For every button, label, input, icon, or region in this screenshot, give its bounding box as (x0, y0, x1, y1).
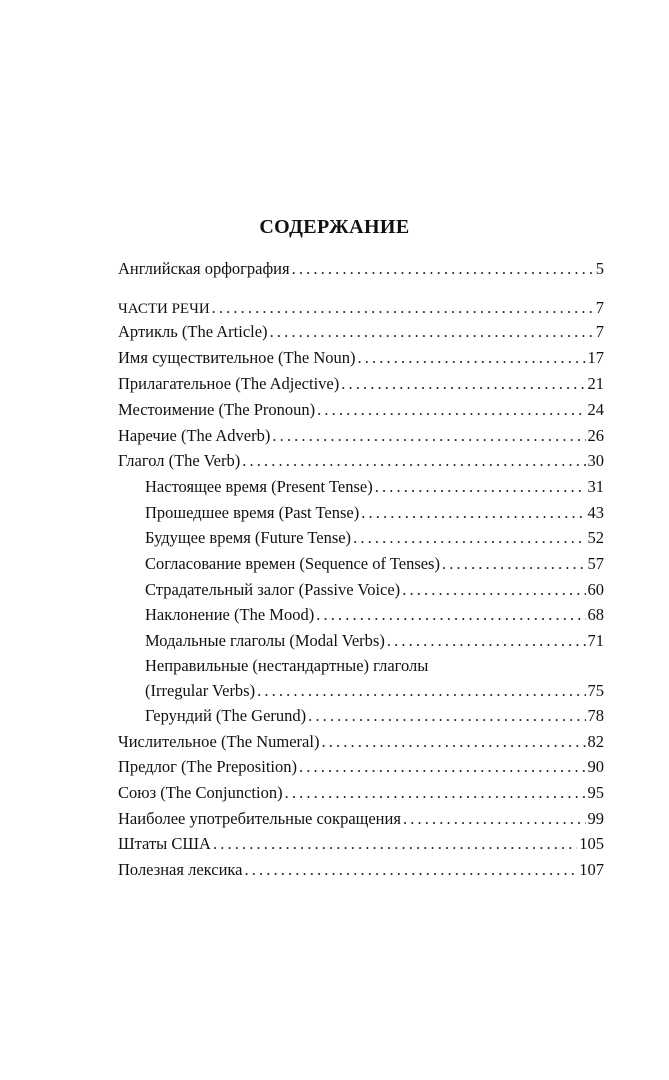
dot-leader (308, 704, 585, 728)
dot-leader (317, 398, 585, 422)
toc-entry-label: Прилагательное (The Adjective) (118, 374, 340, 393)
dot-leader (341, 372, 585, 396)
toc-entry-label: Числительное (The Numeral) (118, 732, 320, 751)
toc-entry-page: 60 (587, 580, 604, 599)
dot-leader (387, 629, 586, 653)
toc-section-heading (118, 296, 604, 320)
toc-entry-label: Местоимение (The Pronoun) (118, 400, 316, 419)
dot-leader (285, 781, 586, 805)
toc-title: СОДЕРЖАНИЕ (259, 216, 410, 238)
toc-entry-page: 107 (579, 860, 604, 879)
toc-entry (118, 398, 604, 422)
toc-entry (118, 730, 604, 754)
toc-entry-page: 26 (587, 426, 604, 445)
toc-entry-label: ЧАСТИ РЕЧИ (118, 301, 210, 317)
dot-leader (272, 424, 585, 448)
toc-entry-label: Английская орфография (118, 259, 290, 278)
toc-entry (118, 257, 604, 281)
toc-entry-page: 17 (587, 348, 604, 367)
toc-subentry (145, 704, 604, 728)
toc-entry-page: 57 (587, 554, 604, 573)
toc-entry-page: 30 (587, 451, 604, 470)
toc-entry-label: Герундий (The Gerund) (145, 706, 307, 725)
toc-entry (118, 346, 604, 370)
dot-leader (402, 578, 585, 602)
toc-entry-label: Полезная лексика (118, 860, 243, 879)
dot-leader (257, 679, 585, 703)
toc-entry-page: 75 (587, 681, 604, 700)
toc-entry-label: Глагол (The Verb) (118, 451, 241, 470)
toc-entry-label: Союз (The Conjunction) (118, 783, 283, 802)
toc-entry-page: 21 (587, 374, 604, 393)
dot-leader (316, 603, 585, 627)
toc-entry-label: Модальные глаголы (Modal Verbs) (145, 631, 385, 650)
toc-entry-label: Наречие (The Adverb) (118, 426, 271, 445)
toc-entry-page: 82 (587, 732, 604, 751)
toc-entry-label: Артикль (The Article) (118, 322, 268, 341)
toc-entry-label: Настоящее время (Present Tense) (145, 477, 373, 496)
toc-entry-page: 78 (587, 706, 604, 725)
toc-subentry (145, 629, 604, 653)
toc-subentry (145, 501, 604, 525)
dot-leader (353, 526, 585, 550)
toc-entry-label: Прошедшее время (Past Tense) (145, 503, 360, 522)
toc-entry-label: Согласование времен (Sequence of Tenses) (145, 554, 440, 573)
toc-entry-page: 90 (587, 757, 604, 776)
dot-leader (212, 296, 594, 320)
toc-entry-label: Наиболее употребительные сокращения (118, 809, 401, 828)
toc-entry-page: 99 (587, 809, 604, 828)
dot-leader (242, 449, 585, 473)
toc-entry-label: Страдательный залог (Passive Voice) (145, 580, 401, 599)
toc-entry (118, 781, 604, 805)
dot-leader (321, 730, 585, 754)
toc-entry (118, 807, 604, 831)
dot-leader (375, 475, 586, 499)
toc-entry-label: Штаты США (118, 834, 211, 853)
toc-entry-page: 5 (595, 259, 604, 278)
toc-entry-page: 7 (595, 298, 604, 317)
toc-subentry-first-line: Неправильные (нестандартные) глаголы (145, 656, 429, 675)
dot-leader (357, 346, 585, 370)
toc-entry (118, 832, 604, 856)
toc-entry-page: 31 (587, 477, 604, 496)
dot-leader (292, 257, 594, 281)
toc-entry-label: Предлог (The Preposition) (118, 757, 297, 776)
toc-entry-page: 105 (579, 834, 604, 853)
toc-subentry (145, 526, 604, 550)
toc-entry-label: Будущее время (Future Tense) (145, 528, 352, 547)
dot-leader (403, 807, 586, 831)
toc-entry (118, 320, 604, 344)
toc-entry-page: 24 (587, 400, 604, 419)
toc-entry (118, 449, 604, 473)
toc-entry-page: 71 (587, 631, 604, 650)
dot-leader (213, 832, 577, 856)
toc-entry-page: 7 (595, 322, 604, 341)
toc-entry-page: 95 (587, 783, 604, 802)
toc-entry-page: 68 (587, 605, 604, 624)
toc-entry-page: 43 (587, 503, 604, 522)
toc-subentry (145, 679, 604, 703)
toc-subentry (145, 475, 604, 499)
toc-entry-label: Наклонение (The Mood) (145, 605, 315, 624)
toc-entry (118, 858, 604, 882)
toc-entry (118, 424, 604, 448)
toc-entry-page: 52 (587, 528, 604, 547)
dot-leader (245, 858, 578, 882)
toc-subentry (145, 603, 604, 627)
dot-leader (299, 755, 586, 779)
toc-subentry (145, 552, 604, 576)
dot-leader (361, 501, 585, 525)
toc-entry (118, 755, 604, 779)
toc-entry-label: Имя существительное (The Noun) (118, 348, 356, 367)
toc-entry (118, 372, 604, 396)
toc-entry-label: (Irregular Verbs) (145, 681, 256, 700)
toc-subentry (145, 578, 604, 602)
dot-leader (270, 320, 594, 344)
dot-leader (442, 552, 586, 576)
